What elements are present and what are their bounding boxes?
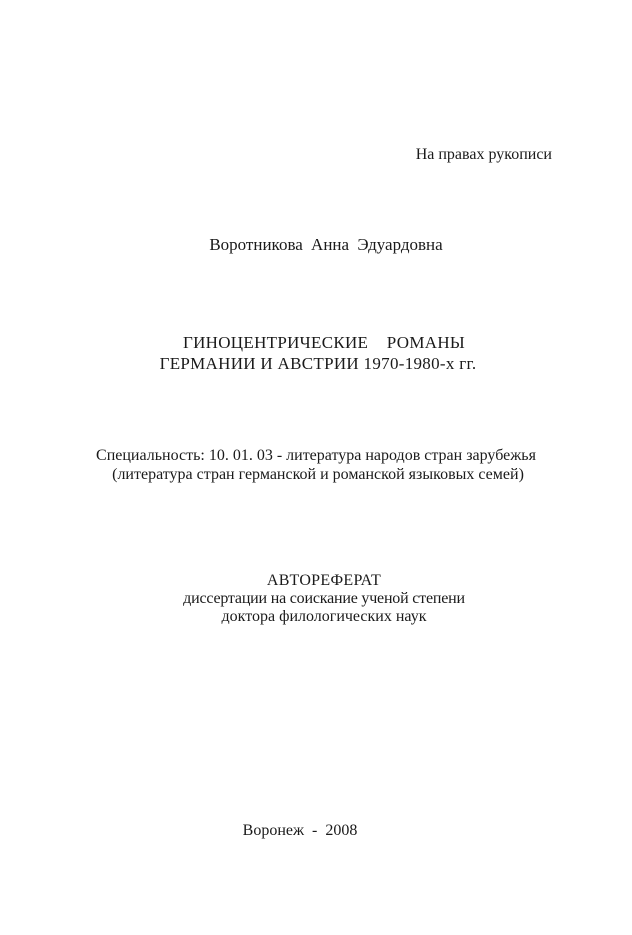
dissertation-line-1: диссертации на соискание ученой степени bbox=[183, 590, 465, 607]
abstract-heading: АВТОРЕФЕРАТ bbox=[266, 572, 382, 589]
author-name: Воротникова Анна Эдуардовна bbox=[209, 235, 443, 254]
specialty-line-2: (литература стран германской и романской языковых семей) bbox=[112, 466, 524, 483]
title-line-1: ГИНОЦЕНТРИЧЕСКИЕ РОМАНЫ bbox=[182, 333, 466, 352]
specialty-line-1: Специальность: 10. 01. 03 - литература народов стран зарубежья bbox=[96, 447, 536, 464]
title-line-2: ГЕРМАНИИ И АВСТРИИ 1970-1980-х гг. bbox=[159, 354, 477, 373]
rights-note: На правах рукописи bbox=[415, 146, 552, 163]
city-year: Воронеж - 2008 bbox=[242, 822, 358, 839]
dissertation-line-2: доктора филологических наук bbox=[221, 608, 427, 625]
